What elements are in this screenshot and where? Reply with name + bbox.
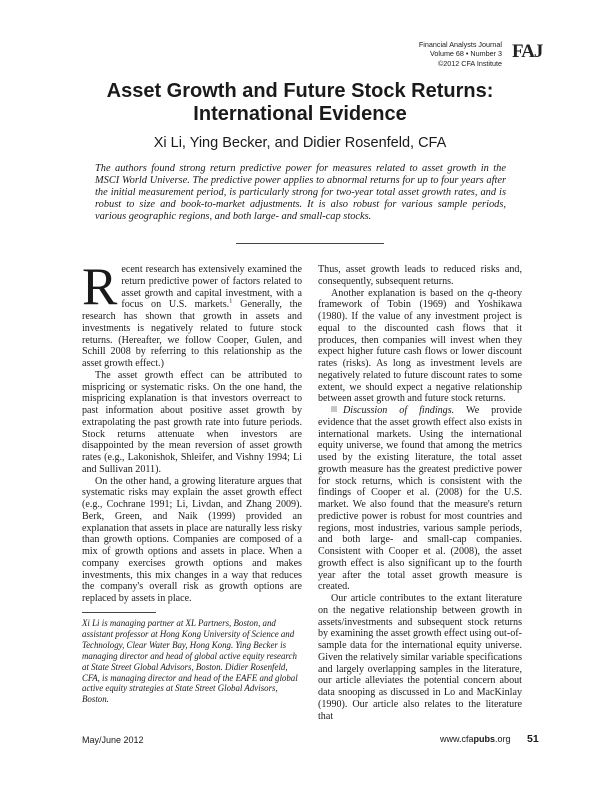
body-column-left — [82, 258, 303, 605]
article-authors: Xi Li, Ying Becker, and Didier Rosenfeld, CFA — [153, 135, 447, 151]
faj-logo: FAJ — [512, 41, 543, 62]
journal-copyright: ©2012 CFA Institute — [437, 58, 502, 68]
findings-text: We provide evidence that the asset growth effect also exists in international markets. Using the international equity universe, we found that among the metrics used by the existing literature, the total asset growth measure has the greatest predictive power for stock returns, which is consistent with the findings of Cooper et al. (2008) for the U.S. market. We also found that the measure's return predictive power is robust for most countries and regions, most industries, various sample periods, and both large- and small-cap companies. Consistent with Cooper et al. (2008), the asset growth effect is also significant up to the fourth year after the total asset growth measure is created. — [318, 405, 522, 593]
drop-cap: R — [82, 258, 118, 316]
findings-heading: Discussion of findings. — [343, 405, 455, 416]
footer-url — [440, 734, 511, 744]
paragraph-systematic-risk: On the other hand, a growing literature argues that systematic risks may explain the asset growth effect (e.g., Cochrane 1991; Li, Livdan, and Zhang 2009). Berk, Green, and Naik (1999) provided an explanation that assets in place are naturally less risky than growth options. Companies are composed of a mix of growth options and assets in place. When a company exercises growth options and makes investments, this mix changes in a way that reduces the company's overall risk as growth options are replaced by assets in place. — [82, 475, 302, 604]
paragraph-contribution: Our article contributes to the extant literature on the negative relationship between growth in assets/investments and subsequent stock returns by examining the asset growth effect using out-of-sample data for the international equity universe. Given the relatively similar variable specifications and largely overlapping samples in the literature, our article alleviates the potential concern about data snooping as discussed in Lo and MacKinlay (1990). Our article also relates to the literature that — [318, 593, 522, 722]
footnote-divider — [82, 612, 156, 613]
q-theory-text-b: -theory framework of Tobin (1969) and Yoshikawa (1980). If the value of any investment project is equal to the discounted cash flows that it produces, then companies will invest when they expect higher future cash flows or lower discount rates (risks). As long as investment levels are negatively related to future discount rates to some extent, we should expect a negative relationship between asset growth and future stock returns. — [318, 287, 522, 405]
page-number: 51 — [527, 733, 539, 745]
article-title: Asset Growth and Future Stock Returns: International Evidence — [106, 80, 494, 125]
journal-volume: Volume 68 • Number 3 — [429, 49, 502, 59]
paragraph-findings — [318, 405, 522, 593]
article-abstract: The authors found strong return predictive power for measures related to asset growth in the MSCI World Universe. The predictive power applies to abnormal returns for up to four years after the initial measurement period, is particularly strong for two-year total asset growth rates, and is robust to size and book-to-market adjustments. It is also robust for various sample periods, various geographic regions, and both large- and small-cap stocks. — [95, 163, 506, 223]
intro-text-a: ecent research has extensively examined the return predictive power of factors related to asset growth and capital investment, with a focus on U.S. markets. — [121, 264, 302, 311]
url-part-c: .org — [495, 734, 511, 744]
body-column-right — [318, 264, 522, 722]
q-theory-text-a: Another explanation is based on the — [331, 287, 488, 299]
author-footnote: Xi Li is managing partner at XL Partners, Boston, and assistant professor at Hong Kong University of Science and Technology, Clear Water Bay, Hong Kong. Ying Becker is managing director and head of global active equity research at State Street Global Advisors, Boston. Didier Rosenfeld, CFA, is managing director and head of the EAFE and global active equity strategies at State Street Global Advisors, Boston. — [82, 618, 298, 705]
journal-name: Financial Analysts Journal — [418, 40, 502, 49]
url-part-a: www.cfa — [440, 734, 474, 744]
footnote-ref: 1 — [229, 297, 233, 305]
abstract-divider — [236, 243, 384, 244]
paragraph-q-theory — [318, 288, 522, 406]
section-square-icon — [331, 406, 337, 412]
journal-info — [419, 40, 502, 68]
url-part-b: pubs — [473, 734, 496, 744]
footer-date: May/June 2012 — [82, 735, 144, 745]
paragraph-intro — [82, 258, 303, 370]
paragraph-continuation: Thus, asset growth leads to reduced risks and, consequently, subsequent returns. — [318, 264, 522, 287]
q-symbol: q — [487, 287, 493, 299]
paragraph-mispricing: The asset growth effect can be attributed to mispricing or systematic risks. On the one hand, the mispricing explanation is that investors overreact to past information about positive asset growth by extrapolating the past growth rate into future periods. Stock returns attenuate when investors are disappointed by the mean reversion of asset growth rates (e.g., Lakonishok, Shleifer, and Vishny 1994; Li and Sullivan 2011). — [82, 369, 302, 475]
intro-text-b: Generally, the research has shown that growth in assets and investments is negatively related to future stock returns. (Hereafter, we follow Cooper, Gulen, and Schill 2008 by referring to this relationship as the asset growth effect.) — [82, 299, 303, 369]
